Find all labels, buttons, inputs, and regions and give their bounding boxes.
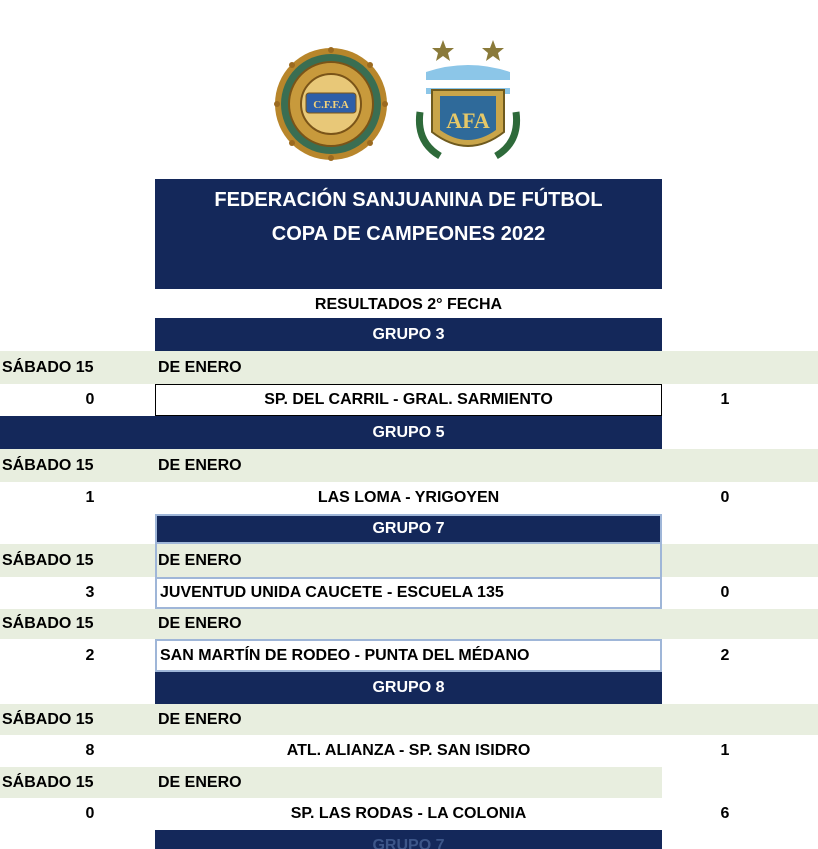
header-title: FEDERACIÓN SANJUANINA DE FÚTBOL (214, 189, 603, 211)
away-score: 0 (720, 584, 730, 601)
home-score: 3 (85, 584, 95, 601)
match-fixture: SP. LAS RODAS - LA COLONIA (290, 805, 527, 822)
date-month: DE ENERO (158, 358, 242, 376)
home-score: 0 (85, 805, 95, 822)
away-score: 6 (720, 805, 730, 822)
group-header: GRUPO 5 (372, 423, 445, 441)
header-box (155, 179, 662, 289)
group-header: GRUPO 3 (155, 318, 662, 351)
date-month: DE ENERO (158, 773, 242, 791)
date-day: SÁBADO 15 (2, 773, 94, 791)
home-score: 1 (85, 489, 95, 506)
date-month: DE ENERO (158, 456, 242, 474)
match-fixture: JUVENTUD UNIDA CAUCETE - ESCUELA 135 (155, 577, 662, 609)
home-score: 2 (85, 646, 95, 664)
group-header: GRUPO 7 (372, 837, 445, 849)
away-score: 0 (720, 489, 730, 506)
date-month: DE ENERO (158, 615, 242, 632)
header-subtitle: COPA DE CAMPEONES 2022 (271, 223, 546, 245)
date-month: DE ENERO (158, 551, 242, 569)
home-score: 0 (85, 391, 95, 408)
away-score: 1 (720, 391, 730, 408)
cffa-logo (272, 45, 390, 163)
group-header: GRUPO 7 (155, 514, 662, 544)
away-score: 2 (720, 646, 730, 664)
afa-logo (410, 32, 526, 164)
date-day: SÁBADO 15 (2, 551, 94, 569)
home-score: 8 (85, 742, 95, 759)
date-day: SÁBADO 15 (2, 710, 94, 728)
match-fixture: ATL. ALIANZA - SP. SAN ISIDRO (286, 742, 531, 759)
date-day: SÁBADO 15 (2, 615, 94, 632)
date-month: DE ENERO (158, 710, 242, 728)
match-fixture: LAS LOMA - YRIGOYEN (317, 489, 500, 506)
away-score: 1 (720, 742, 730, 759)
results-subtitle: RESULTADOS 2° FECHA (314, 296, 503, 313)
group-header: GRUPO 8 (155, 672, 662, 704)
afa-logo-text: AFA (446, 108, 490, 133)
date-day: SÁBADO 15 (2, 456, 94, 474)
group-header-partial (155, 830, 662, 849)
match-fixture: SP. DEL CARRIL - GRAL. SARMIENTO (155, 384, 662, 416)
cffa-logo-text: C.F.F.A (313, 99, 349, 111)
match-fixture: SAN MARTÍN DE RODEO - PUNTA DEL MÉDANO (155, 639, 662, 672)
date-day: SÁBADO 15 (2, 358, 94, 376)
